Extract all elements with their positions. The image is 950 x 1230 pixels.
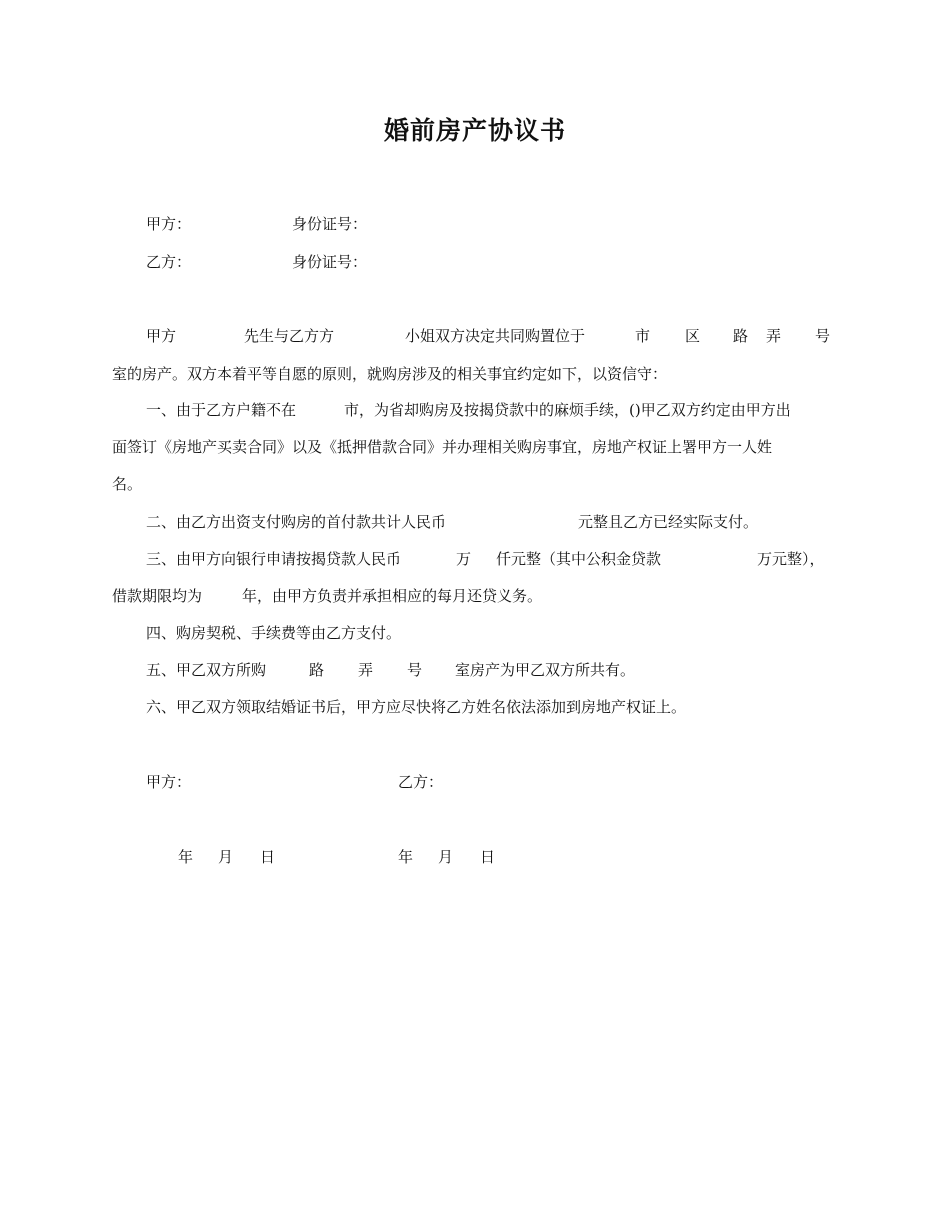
party-a-label: 甲方：: [146, 215, 192, 233]
clause3-line2b: 年，由甲方负责并承担相应的每月还贷义务。: [242, 587, 543, 605]
date-b-year: 年: [398, 848, 414, 866]
clause2-part2: 元整且乙方已经实际支付。: [578, 513, 759, 531]
clause5-road: 路: [309, 661, 325, 679]
clause1-line3: 名。: [112, 475, 143, 493]
clause3-wan: 万: [456, 550, 472, 568]
clause4: 四、购房契税、手续费等由乙方支付。: [146, 624, 402, 642]
date-a-month: 月: [218, 848, 234, 866]
party-a-id-label: 身份证号：: [292, 215, 368, 233]
clause3-part1: 三、由甲方向银行申请按揭贷款人民币: [146, 550, 402, 568]
clause2-part1: 二、由乙方出资支付购房的首付款共计人民币: [146, 513, 447, 531]
intro-line2: 室的房产。双方本着平等自愿的原则，就购房涉及的相关事宜约定如下，以资信守：: [112, 365, 668, 383]
date-a-year: 年: [178, 848, 194, 866]
intro-mr: 先生与乙方方: [244, 327, 335, 345]
date-a-day: 日: [260, 848, 276, 866]
date-b-day: 日: [480, 848, 496, 866]
signature-party-a: 甲方：: [146, 773, 192, 791]
intro-district: 区: [685, 327, 701, 345]
date-b-month: 月: [438, 848, 454, 866]
intro-number: 号: [815, 327, 831, 345]
party-b-label: 乙方：: [146, 253, 192, 271]
clause5-part1: 五、甲乙双方所购: [146, 661, 267, 679]
intro-city: 市: [635, 327, 651, 345]
clause5-number: 号: [407, 661, 423, 679]
clause1-part1: 一、由于乙方户籍不在: [146, 401, 297, 419]
clause3-line2a: 借款期限均为: [112, 587, 203, 605]
clause3-part2: 仟元整（其中公积金贷款: [496, 550, 662, 568]
clause1-part2: 市，为省却购房及按揭贷款中的麻烦手续，()甲乙双方约定由甲方出: [344, 401, 791, 419]
document-title: 婚前房产协议书: [383, 116, 566, 145]
intro-lane: 弄: [766, 327, 782, 345]
intro-road: 路: [733, 327, 749, 345]
intro-party-a: 甲方: [146, 327, 177, 345]
clause5-part2: 室房产为甲乙双方所共有。: [455, 661, 636, 679]
clause6: 六、甲乙双方领取结婚证书后，甲方应尽快将乙方姓名依法添加到房地产权证上。: [146, 698, 687, 716]
clause5-lane: 弄: [358, 661, 374, 679]
intro-ms-buy: 小姐双方决定共同购置位于: [405, 327, 586, 345]
clause3-part3: 万元整），: [757, 550, 825, 568]
party-b-id-label: 身份证号：: [292, 253, 368, 271]
clause1-line2: 面签订《房地产买卖合同》以及《抵押借款合同》并办理相关购房事宜，房地产权证上署甲方一人姓: [112, 438, 773, 456]
signature-party-b: 乙方：: [398, 773, 444, 791]
